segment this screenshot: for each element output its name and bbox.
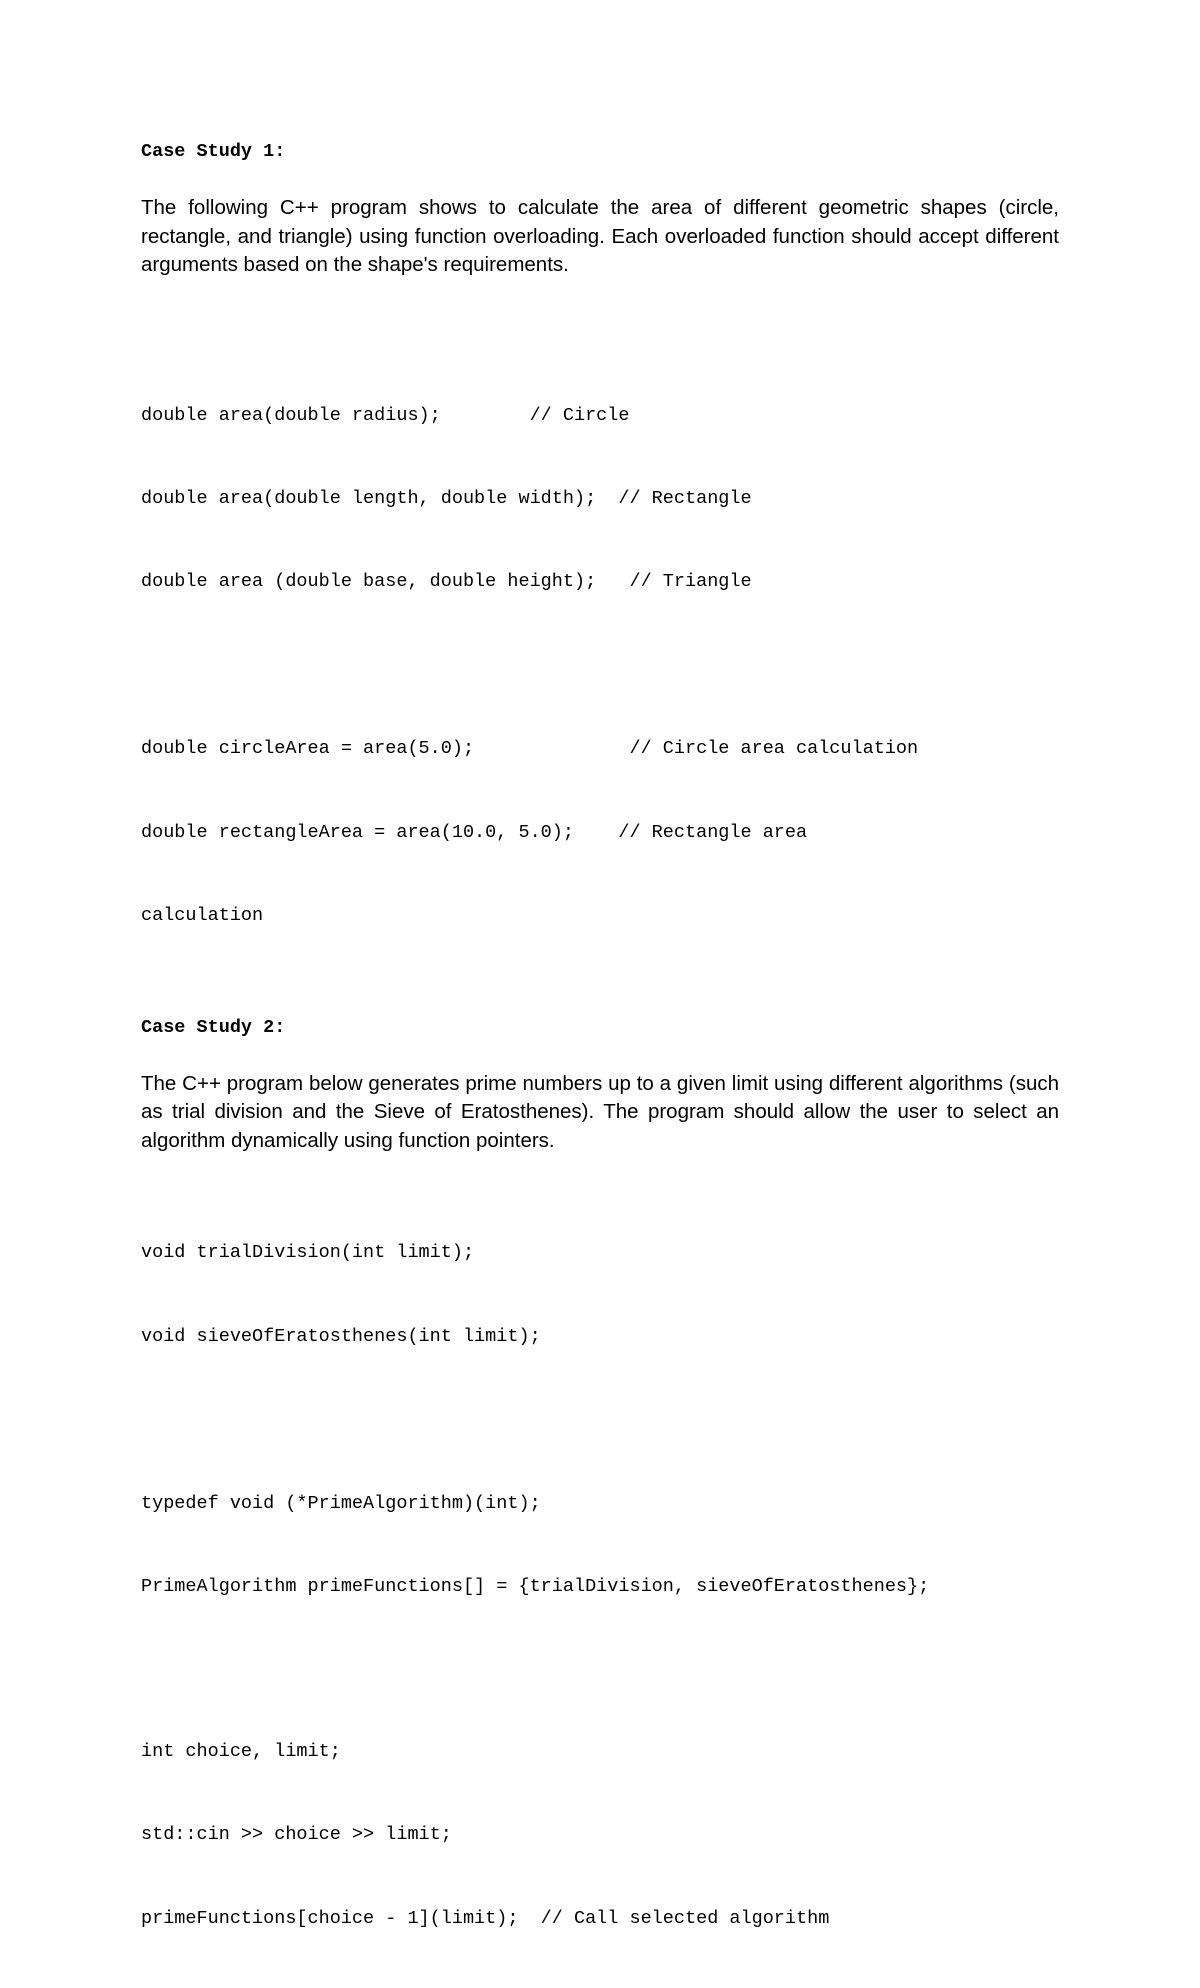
code-line: std::cin >> choice >> limit;	[141, 1821, 1059, 1849]
case-study-1-code-declarations	[141, 346, 1059, 652]
code-line: PrimeAlgorithm primeFunctions[] = {trialDivision, sieveOfEratosthenes};	[141, 1573, 1059, 1601]
code-line: double area(double length, double width); // Rectangle	[141, 485, 1059, 513]
code-line: typedef void (*PrimeAlgorithm)(int);	[141, 1490, 1059, 1518]
case-study-1-code-calls	[141, 680, 1059, 986]
case-study-2-code-prototypes	[141, 1184, 1059, 1406]
code-line: double rectangleArea = area(10.0, 5.0); // Rectangle area	[141, 819, 1059, 847]
code-line: double area (double base, double height); // Triangle	[141, 568, 1059, 596]
case-study-1-paragraph: The following C++ program shows to calculate the area of different geometric shapes (circle, rectangle, and triangle) using function overloading. Each overloaded function should accept different arguments based on the shape's requirements.	[141, 194, 1059, 280]
document-page	[141, 138, 1059, 1988]
case-study-1-heading: Case Study 1:	[141, 138, 1059, 166]
code-line: void trialDivision(int limit);	[141, 1239, 1059, 1267]
code-line: void sieveOfEratosthenes(int limit);	[141, 1323, 1059, 1351]
case-study-2	[141, 1014, 1059, 1988]
case-study-2-code-usage	[141, 1683, 1059, 1988]
case-study-2-paragraph: The C++ program below generates prime numbers up to a given limit using different algorithms (such as trial division and the Sieve of Eratosthenes). The program should allow the user to select an algorithm dynamically using function pointers.	[141, 1070, 1059, 1156]
code-line: primeFunctions[choice - 1](limit); // Call selected algorithm	[141, 1905, 1059, 1933]
code-line: int choice, limit;	[141, 1738, 1059, 1766]
code-line: double area(double radius); // Circle	[141, 402, 1059, 430]
case-study-2-code-typedef	[141, 1434, 1059, 1656]
code-line: double circleArea = area(5.0); // Circle area calculation	[141, 735, 1059, 763]
code-line: calculation	[141, 902, 1059, 930]
case-study-2-heading: Case Study 2:	[141, 1014, 1059, 1042]
case-study-1	[141, 138, 1059, 986]
